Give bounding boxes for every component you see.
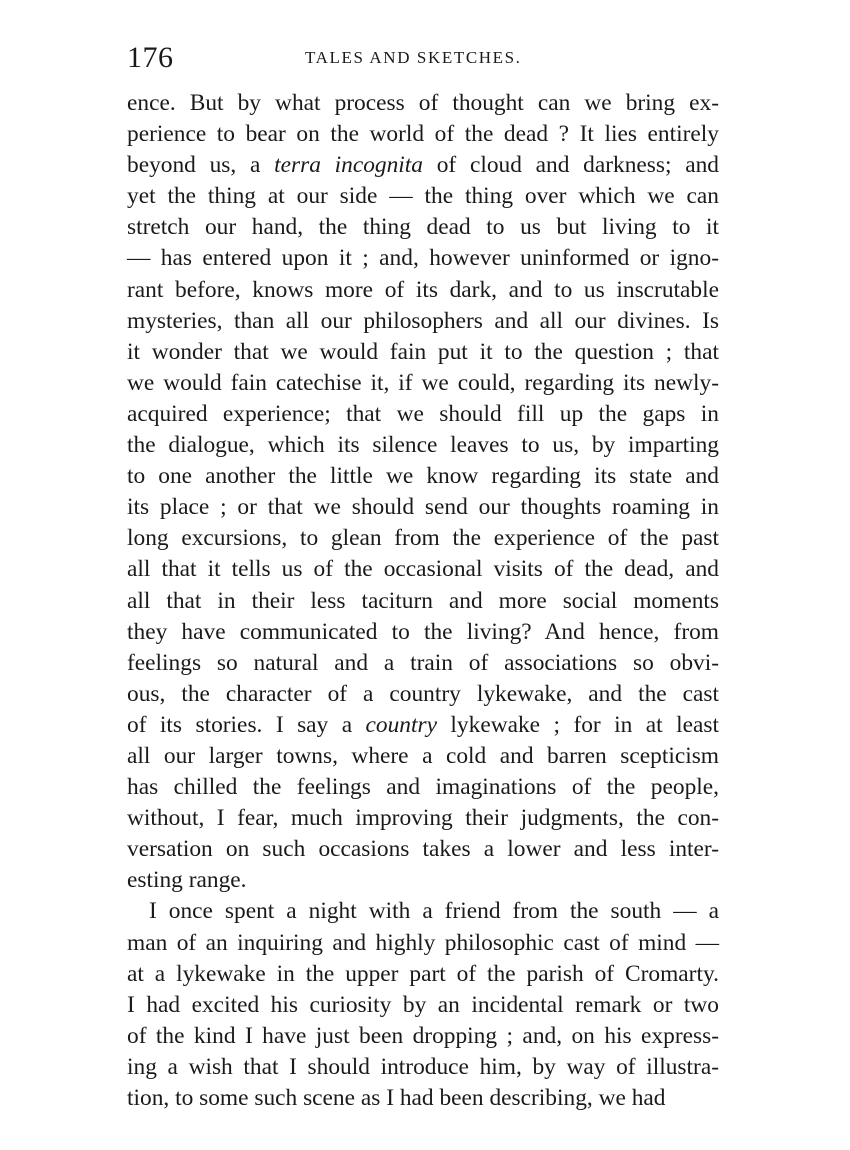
text-segment: of cloud and darkness; and bbox=[422, 152, 720, 179]
text-line: all that in their less taciturn and more social moments bbox=[127, 587, 719, 614]
text-line: tion, to some such scene as I had been describing, we had bbox=[127, 1085, 666, 1111]
text-line: the dialogue, which its silence leaves to us, by imparting bbox=[127, 432, 719, 459]
text-line: I had excited his curiosity by an incidental remark or two bbox=[127, 991, 719, 1018]
text-line: its place ; or that we should send our thoughts roaming in bbox=[127, 494, 719, 521]
text-line: perience to bear on the world of the dead ? It lies entirely bbox=[127, 121, 719, 148]
text-segment: lykewake ; for in at least bbox=[436, 711, 719, 738]
text-line: has chilled the feelings and imaginations of the people, bbox=[127, 774, 719, 801]
text-line: we would fain catechise it, if we could, regarding its newly- bbox=[127, 369, 719, 396]
page-header bbox=[127, 38, 719, 78]
body-text bbox=[127, 88, 719, 1114]
italic-phrase: terra incognita bbox=[274, 152, 423, 179]
text-line: versation on such occasions takes a lower and less inter- bbox=[127, 836, 719, 863]
text-line: it wonder that we would fain put it to the question ; that bbox=[127, 338, 719, 365]
italic-phrase: country bbox=[365, 711, 437, 738]
text-line: without, I fear, much improving their judgments, the con- bbox=[127, 805, 719, 832]
text-line: all our larger towns, where a cold and barren scepticism bbox=[127, 742, 719, 769]
text-line: long excursions, to glean from the experience of the past bbox=[127, 525, 719, 552]
text-line: all that it tells us of the occasional visits of the dead, and bbox=[127, 556, 719, 583]
text-segment: beyond us, a bbox=[127, 152, 275, 179]
text-line bbox=[127, 150, 719, 181]
text-line: I once spent a night with a friend from the south — a bbox=[149, 898, 719, 925]
text-line: to one another the little we know regarding its state and bbox=[127, 463, 719, 490]
text-line: yet the thing at our side — the thing over which we can bbox=[127, 183, 719, 210]
text-line: — has entered upon it ; and, however uninformed or igno- bbox=[127, 245, 719, 272]
text-line: of the kind I have just been dropping ; and, on his express- bbox=[127, 1022, 719, 1049]
text-line: rant before, knows more of its dark, and to us inscrutable bbox=[127, 276, 719, 303]
text-line: ence. But by what process of thought can we bring ex- bbox=[127, 90, 719, 116]
text-line: they have communicated to the living? And hence, from bbox=[127, 618, 719, 645]
text-line: feelings so natural and a train of associations so obvi- bbox=[127, 649, 719, 676]
text-line: esting range. bbox=[127, 867, 247, 894]
text-line: acquired experience; that we should fill up the gaps in bbox=[127, 400, 719, 427]
page-number: 176 bbox=[127, 41, 174, 74]
text-line: man of an inquiring and highly philosophic cast of mind — bbox=[127, 929, 719, 956]
text-segment: of its stories. I say a bbox=[127, 711, 366, 738]
text-line: mysteries, than all our philosophers and all our divines. Is bbox=[127, 307, 719, 334]
text-line: stretch our hand, the thing dead to us but living to it bbox=[127, 214, 719, 241]
text-line: at a lykewake in the upper part of the parish of Cromarty. bbox=[127, 960, 719, 987]
text-line: ous, the character of a country lykewake, and the cast bbox=[127, 680, 719, 707]
running-title: TALES AND SKETCHES. bbox=[305, 48, 522, 67]
text-line bbox=[127, 710, 719, 741]
text-line: ing a wish that I should introduce him, by way of illustra- bbox=[127, 1053, 719, 1080]
